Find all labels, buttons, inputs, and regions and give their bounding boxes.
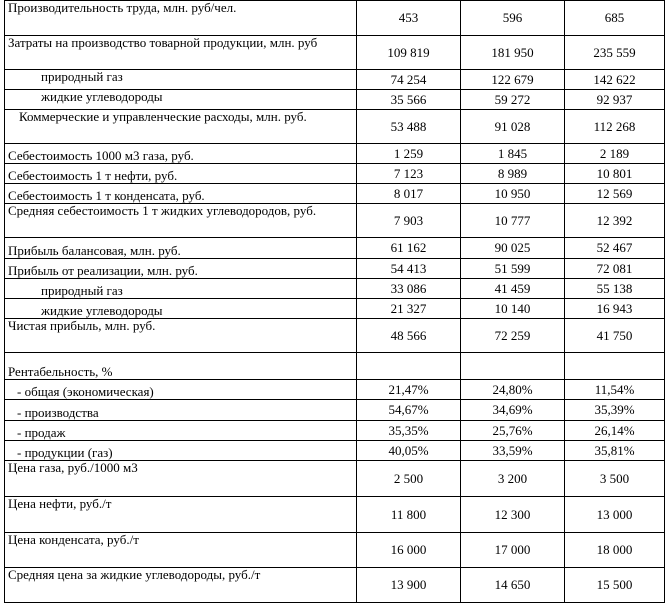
cell-value: 14 650: [461, 568, 565, 603]
cell-value: 35,39%: [565, 400, 665, 421]
table-row: [5, 400, 665, 421]
cell-value: 54,67%: [357, 400, 461, 421]
cell-value: 7 903: [357, 204, 461, 238]
cell-value: 8 017: [357, 184, 461, 204]
table-row: [5, 380, 665, 400]
cell-value: 92 937: [565, 90, 665, 110]
cell-value: 235 559: [565, 36, 665, 70]
cell-value: 48 566: [357, 319, 461, 353]
cell-value: 10 801: [565, 164, 665, 184]
table-row: [5, 90, 665, 110]
row-label: Цена конденсата, руб./т: [5, 533, 357, 568]
cell-value: 72 081: [565, 259, 665, 279]
table-row: [5, 164, 665, 184]
row-label: Себестоимость 1 т нефти, руб.: [5, 164, 357, 184]
cell-value: 34,69%: [461, 400, 565, 421]
cell-value: 21 327: [357, 299, 461, 319]
table-row: [5, 110, 665, 144]
table-row: [5, 1, 665, 36]
economics-table: [4, 0, 665, 603]
cell-value: 12 300: [461, 497, 565, 533]
cell-value: 54 413: [357, 259, 461, 279]
table-row: [5, 259, 665, 279]
cell-value: 1 259: [357, 144, 461, 164]
cell-value: 13 900: [357, 568, 461, 603]
cell-value: 2 500: [357, 461, 461, 497]
row-label: Средняя цена за жидкие углеводороды, руб./т: [5, 568, 357, 603]
cell-value: 55 138: [565, 279, 665, 299]
cell-value: 33,59%: [461, 441, 565, 461]
cell-value: 11 800: [357, 497, 461, 533]
row-label: Рентабельность, %: [5, 353, 357, 380]
row-label: - производства: [5, 400, 357, 421]
cell-value: 26,14%: [565, 421, 665, 441]
cell-value: 16 000: [357, 533, 461, 568]
cell-value: 91 028: [461, 110, 565, 144]
table-row: [5, 533, 665, 568]
cell-value: 142 622: [565, 70, 665, 90]
cell-value: 40,05%: [357, 441, 461, 461]
table-row: [5, 421, 665, 441]
table-row: [5, 279, 665, 299]
row-label: Прибыль балансовая, млн. руб.: [5, 238, 357, 259]
cell-value: 7 123: [357, 164, 461, 184]
cell-value: 61 162: [357, 238, 461, 259]
table-row: [5, 497, 665, 533]
table-row: [5, 184, 665, 204]
cell-value: 72 259: [461, 319, 565, 353]
row-label: жидкие углеводороды: [5, 299, 357, 319]
cell-value: 16 943: [565, 299, 665, 319]
cell-value: 51 599: [461, 259, 565, 279]
cell-value: 15 500: [565, 568, 665, 603]
cell-value: [357, 353, 461, 380]
cell-value: 17 000: [461, 533, 565, 568]
row-label: Производительность труда, млн. руб/чел.: [5, 1, 357, 36]
cell-value: 12 569: [565, 184, 665, 204]
table-row: [5, 441, 665, 461]
cell-value: 112 268: [565, 110, 665, 144]
cell-value: 25,76%: [461, 421, 565, 441]
cell-value: 109 819: [357, 36, 461, 70]
row-label: Чистая прибыль, млн. руб.: [5, 319, 357, 353]
cell-value: 33 086: [357, 279, 461, 299]
row-label: Коммерческие и управленческие расходы, млн. руб.: [5, 110, 357, 144]
row-label: Цена нефти, руб./т: [5, 497, 357, 533]
cell-value: 10 140: [461, 299, 565, 319]
table-row: [5, 461, 665, 497]
table-row: [5, 204, 665, 238]
cell-value: 41 459: [461, 279, 565, 299]
row-label: жидкие углеводороды: [5, 90, 357, 110]
cell-value: 122 679: [461, 70, 565, 90]
cell-value: 3 200: [461, 461, 565, 497]
row-label: природный газ: [5, 70, 357, 90]
table-row: [5, 144, 665, 164]
row-label: Прибыль от реализации, млн. руб.: [5, 259, 357, 279]
row-label: Затраты на производство товарной продукции, млн. руб: [5, 36, 357, 70]
row-label: Себестоимость 1000 м3 газа, руб.: [5, 144, 357, 164]
cell-value: 41 750: [565, 319, 665, 353]
cell-value: 59 272: [461, 90, 565, 110]
cell-value: 181 950: [461, 36, 565, 70]
cell-value: 24,80%: [461, 380, 565, 400]
cell-value: 21,47%: [357, 380, 461, 400]
cell-value: 35,35%: [357, 421, 461, 441]
cell-value: 13 000: [565, 497, 665, 533]
row-label: - продукции (газ): [5, 441, 357, 461]
row-label: природный газ: [5, 279, 357, 299]
cell-value: 1 845: [461, 144, 565, 164]
row-label: Себестоимость 1 т конденсата, руб.: [5, 184, 357, 204]
cell-value: 74 254: [357, 70, 461, 90]
cell-value: 3 500: [565, 461, 665, 497]
row-label: - общая (экономическая): [5, 380, 357, 400]
cell-value: 52 467: [565, 238, 665, 259]
table-row: [5, 70, 665, 90]
cell-value: 35 566: [357, 90, 461, 110]
table-row: [5, 319, 665, 353]
cell-value: 453: [357, 1, 461, 36]
row-label: - продаж: [5, 421, 357, 441]
table-row: [5, 36, 665, 70]
cell-value: 53 488: [357, 110, 461, 144]
cell-value: 2 189: [565, 144, 665, 164]
cell-value: 685: [565, 1, 665, 36]
cell-value: 10 777: [461, 204, 565, 238]
cell-value: [461, 353, 565, 380]
cell-value: 12 392: [565, 204, 665, 238]
cell-value: 18 000: [565, 533, 665, 568]
cell-value: 90 025: [461, 238, 565, 259]
row-label: Средняя себестоимость 1 т жидких углеводородов, руб.: [5, 204, 357, 238]
cell-value: 596: [461, 1, 565, 36]
table-row: [5, 238, 665, 259]
cell-value: 8 989: [461, 164, 565, 184]
cell-value: [565, 353, 665, 380]
cell-value: 10 950: [461, 184, 565, 204]
table-row: [5, 568, 665, 603]
cell-value: 35,81%: [565, 441, 665, 461]
cell-value: 11,54%: [565, 380, 665, 400]
row-label: Цена газа, руб./1000 м3: [5, 461, 357, 497]
table-row: [5, 353, 665, 380]
table-row: [5, 299, 665, 319]
